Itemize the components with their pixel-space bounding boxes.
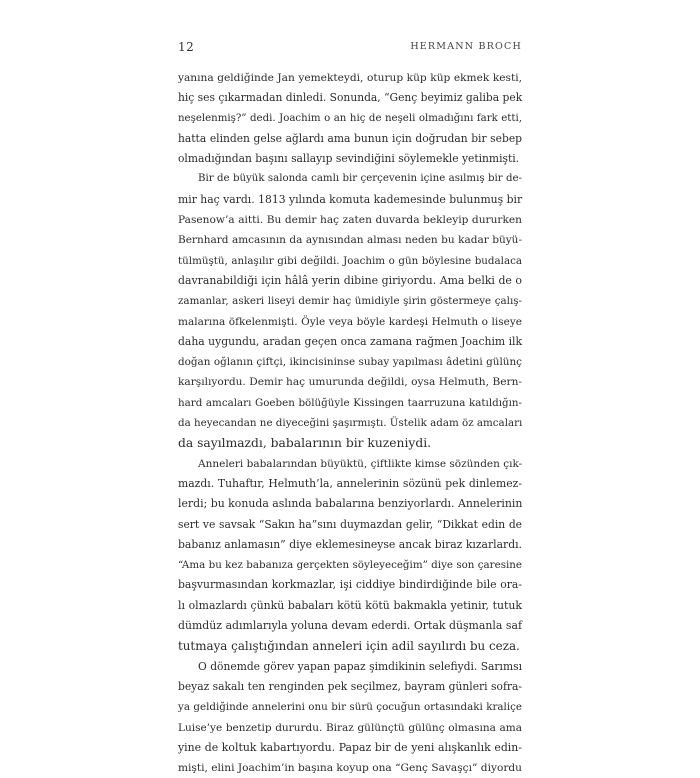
- text-line: lı olmazlardı çünkü babaları kötü kötü bakmakla yetinir, tutuk: [178, 598, 522, 612]
- text-line: karşılıyordu. Demir haç umurunda değildi, oysa Helmuth, Bern-: [178, 376, 522, 389]
- page-number: 12: [178, 40, 195, 54]
- text-line: Bernhard amcasının da aynısından alması neden bu kadar büyü-: [178, 234, 522, 247]
- text-line: beyaz sakalı ten renginden pek seçilmez, bayram günleri sofra-: [178, 679, 522, 693]
- text-line: mişti, elini Joachim’in başına koyup ona “Genç Savaşçı” diyordu: [178, 762, 522, 775]
- text-line: mazdı. Tuhaftır, Helmuth’la, annelerinin sözünü pek dinlemez-: [178, 476, 522, 490]
- text-line: “Ama bu kez babanıza gerçekten söyleyeceğim” diye son çaresine: [178, 559, 522, 572]
- text-line: Anneleri babalarından büyüktü, çiftlikte kimse sözünden çık-: [198, 457, 523, 470]
- text-line: Pasenow’a aitti. Bu demir haç zaten duvarda bekleyip dururken: [178, 214, 522, 227]
- text-line: Bir de büyük salonda camlı bir çerçevenin içine asılmış bir de-: [198, 173, 522, 185]
- text-line: hatta elinden gelse ağlardı ama bunun için doğrudan bir sebep: [178, 131, 522, 145]
- text-line: yine de koltuk kabartıyordu. Papaz bir de yeni alışkanlık edin-: [178, 740, 522, 754]
- text-line: da heyecandan ne diyeceğini şaşırmıştı. Üstelik adam öz amcaları: [178, 417, 523, 430]
- text-line: hiç ses çıkarmadan dinledi. Sonunda, “Genç beyimiz galiba pek: [178, 91, 523, 105]
- text-line: tutmaya çalıştığından anneleri için adil sayılırdı bu ceza.: [178, 639, 520, 654]
- text-line: doğan oğlanın çiftçi, ikincisininse subay yapılması âdetini gülünç: [178, 356, 522, 369]
- text-line: başvurmasından korkmazlar, işi ciddiye bindirdiğinde bile ora-: [178, 578, 522, 592]
- text-line: mir haç vardı. 1813 yılında komuta kademesinde bulunmuş bir: [178, 192, 523, 206]
- text-line: hard amcaları Goeben bölüğüyle Kissingen taarruzuna katıldığın-: [178, 396, 522, 409]
- text-line: neşelenmiş?” dedi. Joachim o an hiç de neşeli olmadığını fark etti,: [178, 112, 522, 124]
- text-line: ya geldiğinde annelerini onu bir sürü çocuğun ortasındaki kraliçe: [178, 701, 522, 714]
- text-line: lerdi; bu konuda aslında babalarına benziyorlardı. Annelerinin: [178, 497, 523, 511]
- page-header: [178, 40, 522, 56]
- text-line: Luise’ye benzetip dururdu. Biraz gülünçtü gülünç olmasına ama: [178, 721, 522, 734]
- body-text: [178, 68, 522, 778]
- running-head: HERMANN BROCH: [410, 41, 522, 52]
- text-line: olmadığından başını sallayıp sevindiğini söylemekle yetinmişti.: [178, 152, 520, 166]
- text-line: dümdüz adımlarıyla yoluna devam ederdi. Ortak düşmanla saf: [178, 619, 522, 633]
- text-line: da sayılmazdı, babalarının bir kuzeniydi.: [178, 436, 432, 451]
- text-line: davranabildiği için hâlâ yerin dibine giriyordu. Ama belki de o: [178, 273, 522, 287]
- text-line: daha uygundu, aradan geçen onca zamana rağmen Joachim ilk: [178, 334, 523, 348]
- text-line: babanız anlamasın” diye eklemesineyse ancak biraz kızarlardı.: [178, 537, 522, 551]
- text-line: zamanlar, askeri liseyi demir haç ümidiyle şirin göstermeye çalış-: [178, 295, 522, 308]
- text-line: malarına öfkelenmişti. Öyle veya böyle kardeşi Helmuth o liseye: [178, 315, 522, 328]
- text-line: yanına geldiğinde Jan yemekteydi, oturup küp küp ekmek kesti,: [178, 72, 522, 84]
- text-line: sert ve savsak “Sakın ha”sını duymazdan gelir, “Dikkat edin de: [178, 517, 522, 531]
- text-line: tülmüştü, anlaşılır gibi değildi. Joachim o gün böylesine budalaca: [178, 254, 522, 267]
- text-line: O dönemde görev yapan papaz şimdikinin selefiydi. Sarımsı: [198, 659, 522, 673]
